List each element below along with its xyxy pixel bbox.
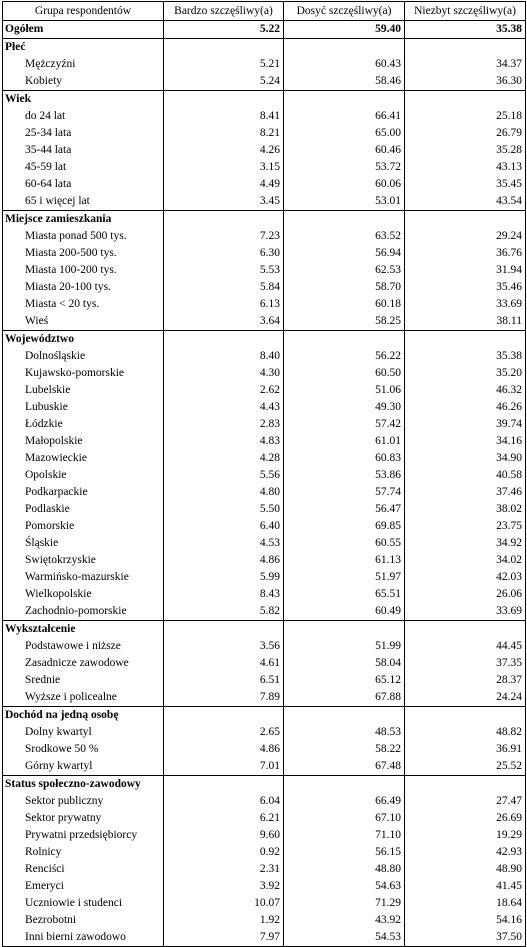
value-cell: 53.01 <box>284 193 405 211</box>
section-value-cell <box>405 331 526 349</box>
value-cell: 34.90 <box>405 450 526 467</box>
value-cell: 35.46 <box>405 279 526 296</box>
section-header-row <box>3 91 526 109</box>
row-label: 35-44 lata <box>3 142 164 159</box>
value-cell: 5.82 <box>164 603 284 621</box>
value-cell: 4.30 <box>164 365 284 382</box>
section-header-row <box>3 621 526 639</box>
value-cell: 5.24 <box>164 73 284 91</box>
value-cell: 60.83 <box>284 450 405 467</box>
table-row <box>3 228 526 245</box>
value-cell: 60.55 <box>284 535 405 552</box>
value-cell: 58.22 <box>284 741 405 758</box>
value-cell: 37.35 <box>405 655 526 672</box>
value-cell: 62.53 <box>284 262 405 279</box>
value-cell: 4.28 <box>164 450 284 467</box>
value-cell: 8.21 <box>164 125 284 142</box>
table-row <box>3 176 526 193</box>
table-row <box>3 827 526 844</box>
value-cell: 0.92 <box>164 844 284 861</box>
table-row <box>3 108 526 125</box>
value-cell: 60.50 <box>284 365 405 382</box>
row-label: Pomorskie <box>3 518 164 535</box>
header-respondent-group: Grupa respondentów <box>3 2 164 21</box>
value-cell: 57.74 <box>284 484 405 501</box>
value-cell: 4.26 <box>164 142 284 159</box>
table-row <box>3 399 526 416</box>
value-cell: 4.86 <box>164 741 284 758</box>
value-cell: 4.61 <box>164 655 284 672</box>
section-value-cell <box>164 776 284 794</box>
value-cell: 42.03 <box>405 569 526 586</box>
value-cell: 18.64 <box>405 895 526 912</box>
row-label: Lubuskie <box>3 399 164 416</box>
value-cell: 43.13 <box>405 159 526 176</box>
value-cell: 60.49 <box>284 603 405 621</box>
header-very-happy: Bardzo szczęśliwy(a) <box>164 2 284 21</box>
value-cell: 61.01 <box>284 433 405 450</box>
table-row <box>3 73 526 91</box>
section-value-cell <box>164 39 284 57</box>
row-label: Śląskie <box>3 535 164 552</box>
value-cell: 24.24 <box>405 689 526 707</box>
section-value-cell <box>284 707 405 725</box>
value-cell: 8.40 <box>164 348 284 365</box>
section-header-row <box>3 211 526 229</box>
value-cell: 51.06 <box>284 382 405 399</box>
value-cell: 60.46 <box>284 142 405 159</box>
value-cell: 3.92 <box>164 878 284 895</box>
value-cell: 7.01 <box>164 758 284 776</box>
value-cell: 67.10 <box>284 810 405 827</box>
value-cell: 5.53 <box>164 262 284 279</box>
value-cell: 44.45 <box>405 638 526 655</box>
section-value-cell <box>164 331 284 349</box>
table-row <box>3 501 526 518</box>
value-cell: 7.89 <box>164 689 284 707</box>
value-cell: 7.97 <box>164 929 284 947</box>
row-label: Warmińsko-mazurskie <box>3 569 164 586</box>
value-cell: 4.53 <box>164 535 284 552</box>
value-cell: 69.85 <box>284 518 405 535</box>
value-cell: 48.80 <box>284 861 405 878</box>
value-cell: 60.18 <box>284 296 405 313</box>
table-row <box>3 895 526 912</box>
row-label: Dolnośląskie <box>3 348 164 365</box>
table-row <box>3 433 526 450</box>
table-row <box>3 535 526 552</box>
row-label: 60-64 lata <box>3 176 164 193</box>
row-label: Mazowieckie <box>3 450 164 467</box>
value-cell: 51.99 <box>284 638 405 655</box>
value-cell: 39.74 <box>405 416 526 433</box>
section-value-cell <box>405 621 526 639</box>
row-label: Górny kwartyl <box>3 758 164 776</box>
value-cell: 60.43 <box>284 56 405 73</box>
value-cell: 23.75 <box>405 518 526 535</box>
row-label: Łódzkie <box>3 416 164 433</box>
table-row <box>3 758 526 776</box>
row-label: 45-59 lat <box>3 159 164 176</box>
value-cell: 31.94 <box>405 262 526 279</box>
section-value-cell <box>284 39 405 57</box>
table-row <box>3 810 526 827</box>
value-cell: 56.47 <box>284 501 405 518</box>
section-value-cell <box>405 91 526 109</box>
value-cell: 37.50 <box>405 929 526 947</box>
value-cell: 10.07 <box>164 895 284 912</box>
value-cell: 48.53 <box>284 724 405 741</box>
value-cell: 4.86 <box>164 552 284 569</box>
value-cell: 65.00 <box>284 125 405 142</box>
row-label: Podstawowe i niższe <box>3 638 164 655</box>
value-cell: 34.92 <box>405 535 526 552</box>
row-label: Renciści <box>3 861 164 878</box>
row-label: Miasta ponad 500 tys. <box>3 228 164 245</box>
value-cell: 53.72 <box>284 159 405 176</box>
section-value-cell <box>284 91 405 109</box>
value-cell: 54.16 <box>405 912 526 929</box>
value-cell: 6.04 <box>164 793 284 810</box>
table-row <box>3 382 526 399</box>
table-row <box>3 861 526 878</box>
value-cell: 38.02 <box>405 501 526 518</box>
value-cell: 2.83 <box>164 416 284 433</box>
value-cell: 42.93 <box>405 844 526 861</box>
section-value-cell <box>284 776 405 794</box>
value-cell: 5.84 <box>164 279 284 296</box>
table-row <box>3 245 526 262</box>
value-cell: 26.79 <box>405 125 526 142</box>
section-value-cell <box>164 91 284 109</box>
row-label: Rolnicy <box>3 844 164 861</box>
value-cell: 63.52 <box>284 228 405 245</box>
row-label: Wieś <box>3 313 164 331</box>
value-cell: 28.37 <box>405 672 526 689</box>
table-row <box>3 142 526 159</box>
table-row <box>3 878 526 895</box>
value-cell: 58.70 <box>284 279 405 296</box>
value-cell: 6.21 <box>164 810 284 827</box>
value-cell: 5.99 <box>164 569 284 586</box>
section-value-cell <box>405 707 526 725</box>
row-label: Sektor publiczny <box>3 793 164 810</box>
row-label: 65 i więcej lat <box>3 193 164 211</box>
table-row <box>3 159 526 176</box>
row-label: Podlaskie <box>3 501 164 518</box>
value-cell: 4.80 <box>164 484 284 501</box>
value-cell: 27.47 <box>405 793 526 810</box>
table-body <box>3 21 526 947</box>
value-cell: 56.22 <box>284 348 405 365</box>
table-row <box>3 279 526 296</box>
header-row <box>3 2 526 21</box>
value-cell: 3.15 <box>164 159 284 176</box>
row-label: Srodkowe 50 % <box>3 741 164 758</box>
value-cell: 60.06 <box>284 176 405 193</box>
value-cell: 71.10 <box>284 827 405 844</box>
section-title: Płeć <box>3 39 164 57</box>
row-label: Zachodnio-pomorskie <box>3 603 164 621</box>
value-cell: 3.56 <box>164 638 284 655</box>
row-label: Kobiety <box>3 73 164 91</box>
value-cell: 4.49 <box>164 176 284 193</box>
value-cell: 1.92 <box>164 912 284 929</box>
table-row <box>3 313 526 331</box>
section-value-cell <box>284 211 405 229</box>
value-cell: 61.13 <box>284 552 405 569</box>
row-label: 25-34 lata <box>3 125 164 142</box>
row-label: Inni bierni zawodowo <box>3 929 164 947</box>
row-label: Wyższe i policealne <box>3 689 164 707</box>
value-cell: 2.65 <box>164 724 284 741</box>
value-cell: 7.23 <box>164 228 284 245</box>
table-row <box>3 603 526 621</box>
value-cell: 34.16 <box>405 433 526 450</box>
section-header-row <box>3 331 526 349</box>
table-row <box>3 518 526 535</box>
section-value-cell <box>284 331 405 349</box>
row-label: Dolny kwartyl <box>3 724 164 741</box>
row-label: Miasta 20-100 tys. <box>3 279 164 296</box>
table-row <box>3 484 526 501</box>
row-label: Podkarpackie <box>3 484 164 501</box>
table-row <box>3 638 526 655</box>
value-cell: 4.83 <box>164 433 284 450</box>
row-label: Srednie <box>3 672 164 689</box>
header-fairly-happy: Dosyć szczęśliwy(a) <box>284 2 405 21</box>
section-title: Województwo <box>3 331 164 349</box>
table-row <box>3 467 526 484</box>
row-label: Opolskie <box>3 467 164 484</box>
table-row <box>3 793 526 810</box>
value-cell: 37.46 <box>405 484 526 501</box>
value-cell: 36.91 <box>405 741 526 758</box>
value-cell: 6.30 <box>164 245 284 262</box>
value-cell: 34.02 <box>405 552 526 569</box>
header-not-happy: Niezbyt szczęśliwy(a) <box>405 2 526 21</box>
value-cell: 56.94 <box>284 245 405 262</box>
row-label: Uczniowie i studenci <box>3 895 164 912</box>
table-row <box>3 56 526 73</box>
row-label: Kujawsko-pomorskie <box>3 365 164 382</box>
section-value-cell <box>405 39 526 57</box>
value-cell: 2.62 <box>164 382 284 399</box>
section-value-cell: 5.22 <box>164 21 284 39</box>
value-cell: 26.06 <box>405 586 526 603</box>
value-cell: 43.54 <box>405 193 526 211</box>
value-cell: 8.43 <box>164 586 284 603</box>
value-cell: 54.63 <box>284 878 405 895</box>
value-cell: 3.45 <box>164 193 284 211</box>
value-cell: 5.50 <box>164 501 284 518</box>
section-value-cell <box>405 211 526 229</box>
section-value-cell <box>405 776 526 794</box>
row-label: Wielkopolskie <box>3 586 164 603</box>
section-title: Status społeczno-zawodowy <box>3 776 164 794</box>
value-cell: 35.38 <box>405 348 526 365</box>
value-cell: 38.11 <box>405 313 526 331</box>
row-label: Emeryci <box>3 878 164 895</box>
value-cell: 9.60 <box>164 827 284 844</box>
value-cell: 46.26 <box>405 399 526 416</box>
value-cell: 51.97 <box>284 569 405 586</box>
section-header-row <box>3 39 526 57</box>
table-row <box>3 365 526 382</box>
row-label: Swiętokrzyskie <box>3 552 164 569</box>
value-cell: 67.88 <box>284 689 405 707</box>
value-cell: 67.48 <box>284 758 405 776</box>
table-row <box>3 689 526 707</box>
row-label: Zasadnicze zawodowe <box>3 655 164 672</box>
table-row <box>3 724 526 741</box>
value-cell: 5.56 <box>164 467 284 484</box>
section-title: Wykształcenie <box>3 621 164 639</box>
value-cell: 40.58 <box>405 467 526 484</box>
value-cell: 43.92 <box>284 912 405 929</box>
section-header-row <box>3 776 526 794</box>
value-cell: 36.30 <box>405 73 526 91</box>
table-row <box>3 552 526 569</box>
value-cell: 65.12 <box>284 672 405 689</box>
table-row <box>3 929 526 947</box>
value-cell: 49.30 <box>284 399 405 416</box>
table-row <box>3 569 526 586</box>
row-label: Mężczyźni <box>3 56 164 73</box>
value-cell: 2.31 <box>164 861 284 878</box>
value-cell: 36.76 <box>405 245 526 262</box>
table-row <box>3 416 526 433</box>
value-cell: 25.52 <box>405 758 526 776</box>
value-cell: 8.41 <box>164 108 284 125</box>
section-header-row <box>3 707 526 725</box>
row-label: Miasta 100-200 tys. <box>3 262 164 279</box>
section-value-cell <box>164 707 284 725</box>
table-row <box>3 348 526 365</box>
table-row <box>3 912 526 929</box>
table-row <box>3 672 526 689</box>
value-cell: 48.90 <box>405 861 526 878</box>
value-cell: 26.69 <box>405 810 526 827</box>
value-cell: 53.86 <box>284 467 405 484</box>
value-cell: 35.20 <box>405 365 526 382</box>
value-cell: 46.32 <box>405 382 526 399</box>
value-cell: 58.46 <box>284 73 405 91</box>
row-label: Prywatni przedsiębiorcy <box>3 827 164 844</box>
value-cell: 4.43 <box>164 399 284 416</box>
value-cell: 35.28 <box>405 142 526 159</box>
value-cell: 33.69 <box>405 603 526 621</box>
table-row <box>3 296 526 313</box>
value-cell: 33.69 <box>405 296 526 313</box>
value-cell: 41.45 <box>405 878 526 895</box>
value-cell: 66.49 <box>284 793 405 810</box>
table-row <box>3 586 526 603</box>
section-header-row <box>3 21 526 39</box>
table-row <box>3 262 526 279</box>
value-cell: 48.82 <box>405 724 526 741</box>
value-cell: 56.15 <box>284 844 405 861</box>
section-title: Wiek <box>3 91 164 109</box>
value-cell: 25.18 <box>405 108 526 125</box>
table-row <box>3 655 526 672</box>
value-cell: 57.42 <box>284 416 405 433</box>
value-cell: 54.53 <box>284 929 405 947</box>
row-label: Małopolskie <box>3 433 164 450</box>
section-value-cell <box>164 621 284 639</box>
value-cell: 71.29 <box>284 895 405 912</box>
value-cell: 35.45 <box>405 176 526 193</box>
value-cell: 65.51 <box>284 586 405 603</box>
value-cell: 29.24 <box>405 228 526 245</box>
row-label: Sektor prywatny <box>3 810 164 827</box>
value-cell: 5.21 <box>164 56 284 73</box>
row-label: Miasta 200-500 tys. <box>3 245 164 262</box>
table-row <box>3 741 526 758</box>
row-label: Bezrobotni <box>3 912 164 929</box>
section-title: Ogółem <box>3 21 164 39</box>
section-title: Miejsce zamieszkania <box>3 211 164 229</box>
row-label: do 24 lat <box>3 108 164 125</box>
value-cell: 19.29 <box>405 827 526 844</box>
table-row <box>3 450 526 467</box>
value-cell: 6.13 <box>164 296 284 313</box>
value-cell: 6.40 <box>164 518 284 535</box>
table-row <box>3 844 526 861</box>
section-value-cell: 59.40 <box>284 21 405 39</box>
section-title: Dochód na jedną osobę <box>3 707 164 725</box>
table-row <box>3 193 526 211</box>
value-cell: 66.41 <box>284 108 405 125</box>
value-cell: 58.04 <box>284 655 405 672</box>
section-value-cell <box>164 211 284 229</box>
section-value-cell: 35.38 <box>405 21 526 39</box>
value-cell: 3.64 <box>164 313 284 331</box>
section-value-cell <box>284 621 405 639</box>
value-cell: 34.37 <box>405 56 526 73</box>
row-label: Lubelskie <box>3 382 164 399</box>
happiness-table <box>2 1 526 947</box>
table-row <box>3 125 526 142</box>
value-cell: 6.51 <box>164 672 284 689</box>
row-label: Miasta < 20 tys. <box>3 296 164 313</box>
value-cell: 58.25 <box>284 313 405 331</box>
